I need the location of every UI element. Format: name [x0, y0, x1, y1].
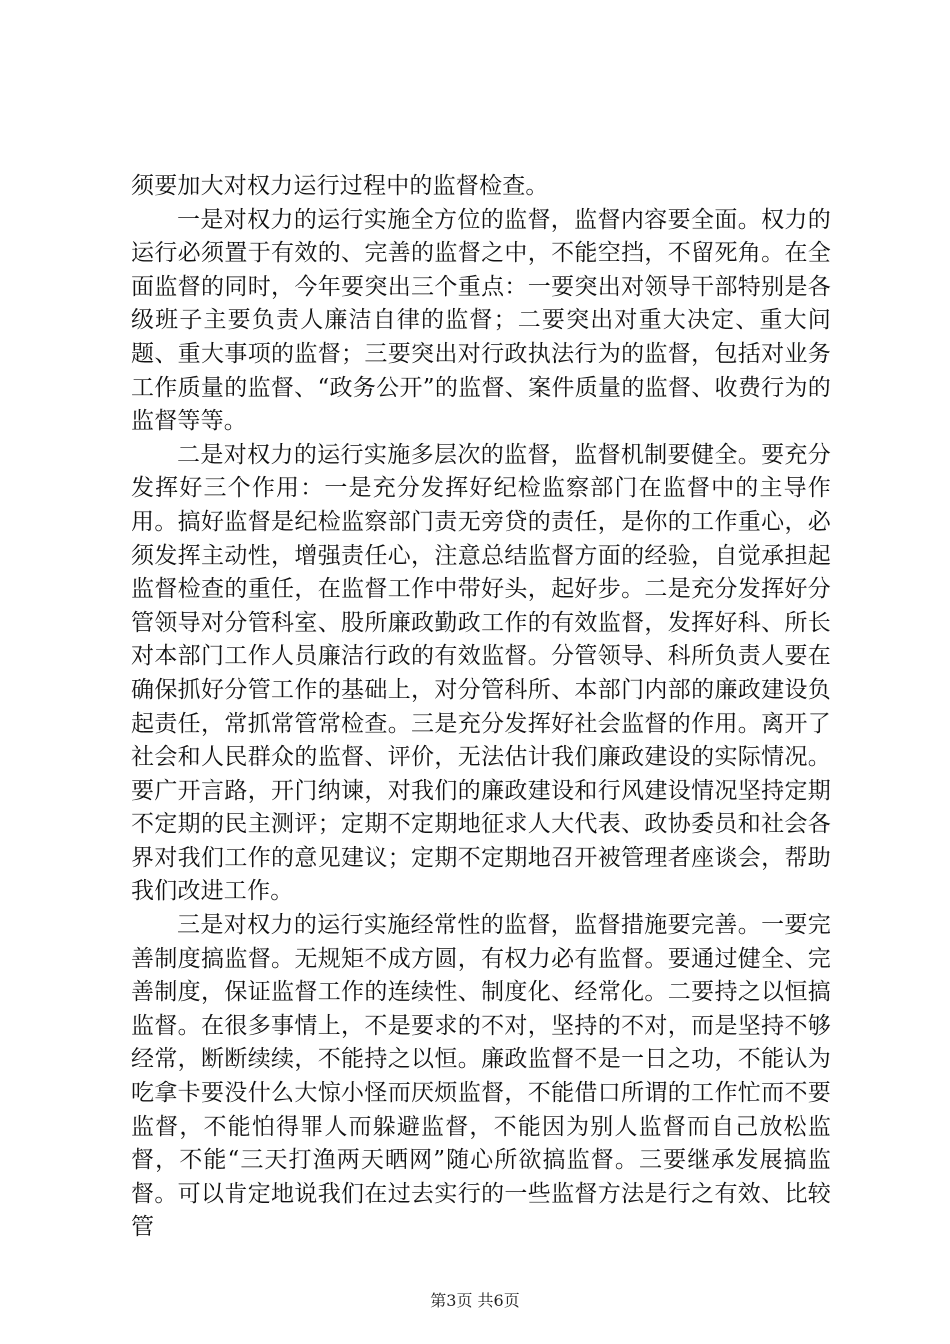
paragraph-second-point: 二是对权力的运行实施多层次的监督，监督机制要健全。要充分发挥好三个作用：一是充分发挥好纪检监察部门在监督中的主导作用。搞好监督是纪检监察部门责无旁贷的责任，是你的工作重心，必须发挥主动性，增强责任心，注意总结监督方面的经验，自觉承担起监督检查的重任，在监督工作中带好头，起好步。二是充分发挥好分管领导对分管科室、股所廉政勤政工作的有效监督，发挥好科、所长对本部门工作人员廉洁行政的有效监督。分管领导、科所负责人要在确保抓好分管工作的基础上，对分管科所、本部门内部的廉政建设负起责任，常抓常管常检查。三是充分发挥好社会监督的作用。离开了社会和人民群众的监督、评价，无法估计我们廉政建设的实际情况。要广开言路，开门纳谏，对我们的廉政建设和行风建设情况坚持定期不定期的民主测评；定期不定期地征求人大代表、政协委员和社会各界对我们工作的意见建议；定期不定期地召开被管理者座谈会，帮助我们改进工作。 — [131, 441, 831, 905]
page-footer: 第3页 共6页 — [430, 1291, 520, 1310]
paragraph-third-point: 三是对权力的运行实施经常性的监督，监督措施要完善。一要完善制度搞监督。无规矩不成方圆，有权力必有监督。要通过健全、完善制度，保证监督工作的连续性、制度化、经常化。二要持之以恒搞监督。在很多事情上，不是要求的不对，坚持的不对，而是坚持不够经常，断断续续，不能持之以恒。廉政监督不是一日之功，不能认为吃拿卡要没什么大惊小怪而厌烦监督，不能借口所谓的工作忙而不要监督，不能怕得罪人而躲避监督，不能因为别人监督而自己放松监督，不能“三天打渔两天晒网”随心所欲搞监督。三要继承发展搞监督。可以肯定地说我们在过去实行的一些监督方法是行之有效、比较管 — [131, 912, 831, 1241]
paragraph-first-point: 一是对权力的运行实施全方位的监督，监督内容要全面。权力的运行必须置于有效的、完善的监督之中，不能空挡，不留死角。在全面监督的同时，今年要突出三个重点：一要突出对领导干部特别是各级班子主要负责人廉洁自律的监督；二要突出对重大决定、重大问题、重大事项的监督；三要突出对行政执法行为的监督，包括对业务工作质量的监督、“政务公开”的监督、案件质量的监督、收费行为的监督等等。 — [131, 206, 831, 435]
paragraph-continuation: 须要加大对权力运行过程中的监督检查。 — [131, 173, 549, 199]
document-body — [131, 170, 831, 1245]
